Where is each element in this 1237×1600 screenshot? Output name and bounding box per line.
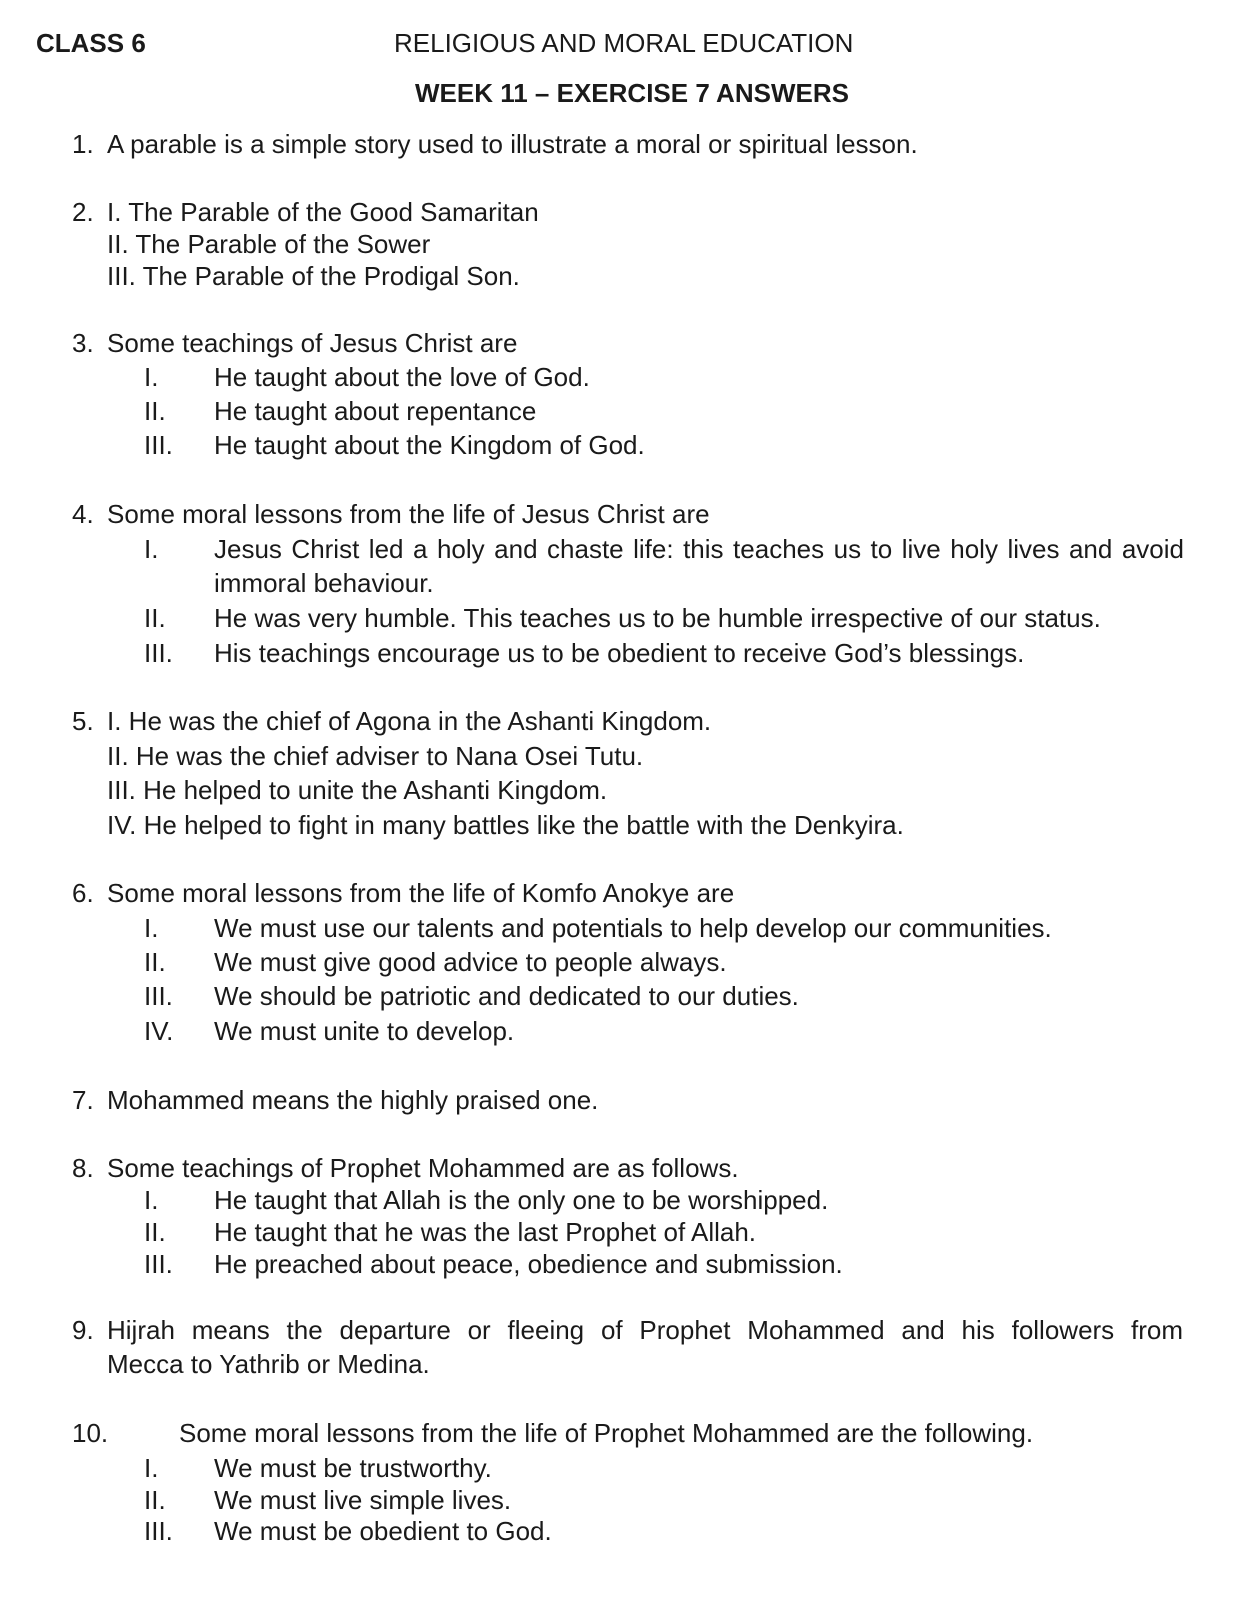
q10-number: 10.: [72, 1418, 109, 1448]
list-numeral: III.: [144, 638, 173, 668]
list-item: He preached about peace, obedience and submission.: [214, 1249, 843, 1279]
list-item: His teachings encourage us to be obedient to receive God’s blessings.: [214, 638, 1025, 668]
list-item: We must use our talents and potentials to help develop our communities.: [214, 913, 1052, 943]
list-item: He taught about the Kingdom of God.: [214, 430, 645, 460]
list-numeral: II.: [144, 1485, 166, 1515]
list-item: We must give good advice to people always.: [214, 947, 727, 977]
list-numeral: II.: [144, 396, 166, 426]
list-item: We should be patriotic and dedicated to our duties.: [214, 981, 799, 1011]
list-item: We must be obedient to God.: [214, 1516, 552, 1546]
page-title: WEEK 11 – EXERCISE 7 ANSWERS: [415, 78, 849, 108]
q5-line: II. He was the chief adviser to Nana Osei Tutu.: [107, 741, 644, 771]
list-item: He taught that Allah is the only one to be worshipped.: [214, 1185, 829, 1215]
q6-number: 6.: [72, 878, 94, 908]
q2-line: III. The Parable of the Prodigal Son.: [107, 261, 520, 291]
q6-intro: Some moral lessons from the life of Komfo Anokye are: [107, 878, 735, 908]
q4-number: 4.: [72, 499, 94, 529]
q9-answer-line: Mecca to Yathrib or Medina.: [107, 1349, 430, 1379]
q1-number: 1.: [72, 129, 94, 159]
q7-number: 7.: [72, 1085, 94, 1115]
q5-line: III. He helped to unite the Ashanti Kingdom.: [107, 775, 608, 805]
list-numeral: II.: [144, 1217, 166, 1247]
list-numeral: I.: [144, 1453, 159, 1483]
list-item: We must be trustworthy.: [214, 1453, 492, 1483]
list-item: We must unite to develop.: [214, 1016, 515, 1046]
q5-line: I. He was the chief of Agona in the Ashanti Kingdom.: [107, 706, 712, 736]
list-numeral: I.: [144, 534, 159, 564]
list-numeral: III.: [144, 430, 173, 460]
list-numeral: II.: [144, 603, 166, 633]
q8-number: 8.: [72, 1153, 94, 1183]
list-item: He was very humble. This teaches us to be humble irrespective of our status.: [214, 603, 1101, 633]
list-item-continuation: immoral behaviour.: [214, 568, 434, 598]
q5-number: 5.: [72, 706, 94, 736]
list-item: We must live simple lives.: [214, 1485, 512, 1515]
list-numeral: IV.: [144, 1016, 174, 1046]
list-numeral: I.: [144, 913, 159, 943]
q3-intro: Some teachings of Jesus Christ are: [107, 328, 518, 358]
q5-line: IV. He helped to fight in many battles like the battle with the Denkyira.: [107, 810, 904, 840]
q1-answer: A parable is a simple story used to illustrate a moral or spiritual lesson.: [107, 129, 918, 159]
list-numeral: I.: [144, 1185, 159, 1215]
list-item: Jesus Christ led a holy and chaste life: this teaches us to live holy lives and avoid: [214, 534, 1184, 564]
q3-number: 3.: [72, 328, 94, 358]
q4-intro: Some moral lessons from the life of Jesus Christ are: [107, 499, 710, 529]
class-label: CLASS 6: [36, 28, 146, 58]
list-item: He taught about the love of God.: [214, 362, 590, 392]
list-numeral: III.: [144, 1516, 173, 1546]
q7-answer: Mohammed means the highly praised one.: [107, 1085, 599, 1115]
list-numeral: II.: [144, 947, 166, 977]
q9-answer-line: Hijrah means the departure or fleeing of Prophet Mohammed and his followers from: [107, 1315, 1183, 1345]
q2-number: 2.: [72, 197, 94, 227]
list-item: He taught about repentance: [214, 396, 537, 426]
q2-line: II. The Parable of the Sower: [107, 229, 431, 259]
q8-intro: Some teachings of Prophet Mohammed are as follows.: [107, 1153, 739, 1183]
list-numeral: III.: [144, 981, 173, 1011]
subject-title: RELIGIOUS AND MORAL EDUCATION: [394, 28, 854, 58]
list-numeral: I.: [144, 362, 159, 392]
list-item: He taught that he was the last Prophet of Allah.: [214, 1217, 757, 1247]
q2-line: I. The Parable of the Good Samaritan: [107, 197, 539, 227]
q10-intro: Some moral lessons from the life of Prophet Mohammed are the following.: [179, 1418, 1034, 1448]
q9-number: 9.: [72, 1315, 94, 1345]
list-numeral: III.: [144, 1249, 173, 1279]
